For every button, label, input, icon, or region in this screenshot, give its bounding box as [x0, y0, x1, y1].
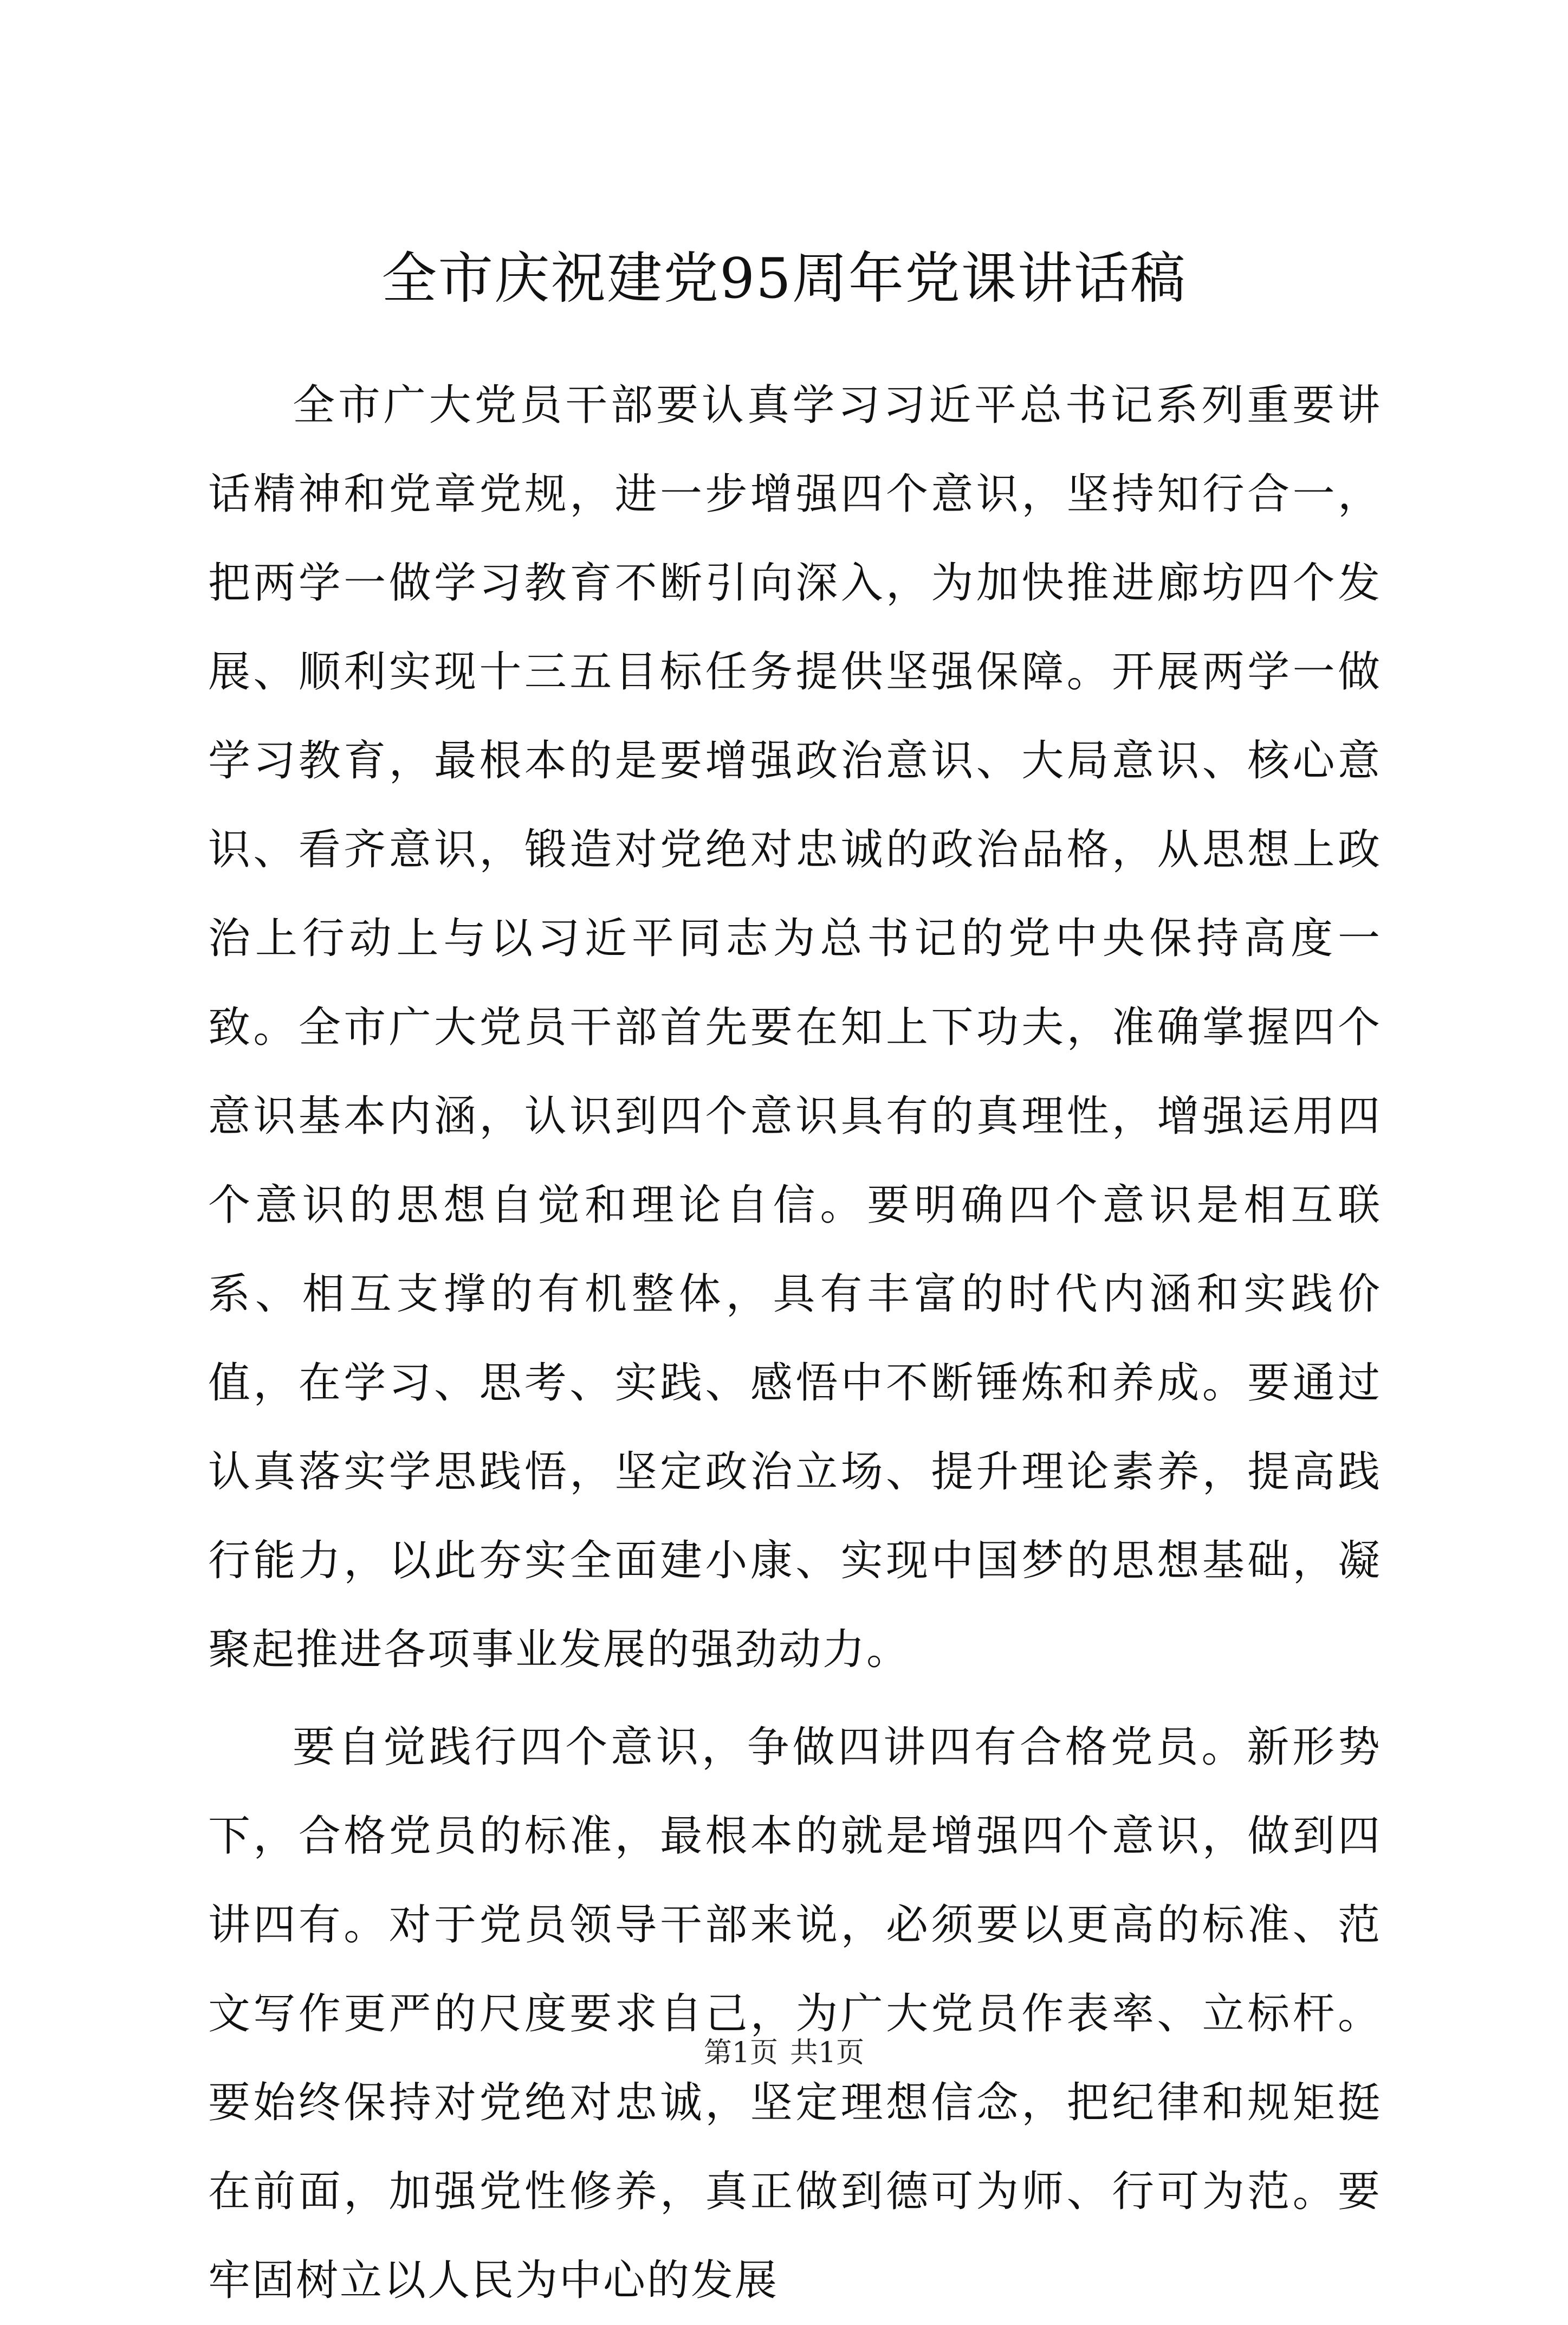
document-title: 全市庆祝建党95周年党课讲话稿: [381, 247, 1187, 311]
paragraph-1: 全市广大党员干部要认真学习习近平总书记系列重要讲话精神和党章党规，进一步增强四个意识，坚持知行合一，把两学一做学习教育不断引向深入，为加快推进廊坊四个发展、顺利实现十三五目标任务提供坚强保障。开展两学一做学习教育，最根本的是要增强政治意识、大局意识、核心意识、看齐意识，锻造对党绝对忠诚的政治品格，从思想上政治上行动上与以习近平同志为总书记的党中央保持高度一致。全市广大党员干部首先要在知上下功夫，准确掌握四个意识基本内涵，认识到四个意识具有的真理性，增强运用四个意识的思想自觉和理论自信。要明确四个意识是相互联系、相互支撑的有机整体，具有丰富的时代内涵和实践价值，在学习、思考、实践、感悟中不断锤炼和养成。要通过认真落实学思践悟，坚定政治立场、提升理论素养，提高践行能力，以此夯实全面建小康、实现中国梦的思想基础，凝聚起推进各项事业发展的强劲动力。: [208, 381, 1382, 1674]
paragraph-2: 要自觉践行四个意识，争做四讲四有合格党员。新形势下，合格党员的标准，最根本的就是增强四个意识，做到四讲四有。对于党员领导干部来说，必须要以更高的标准、范文写作更严的尺度要求自己，为广大党员作表率、立标杆。要始终保持对党绝对忠诚，坚定理想信念，把纪律和规矩挺在前面，加强党性修养，真正做到德可为师、行可为范。要牢固树立以人民为中心的发展: [208, 1723, 1382, 2305]
document-body: [208, 361, 1382, 2325]
page-total: 共1页: [790, 2037, 865, 2069]
page-footer: [0, 2031, 1568, 2075]
page-number: 第1页: [703, 2037, 778, 2069]
